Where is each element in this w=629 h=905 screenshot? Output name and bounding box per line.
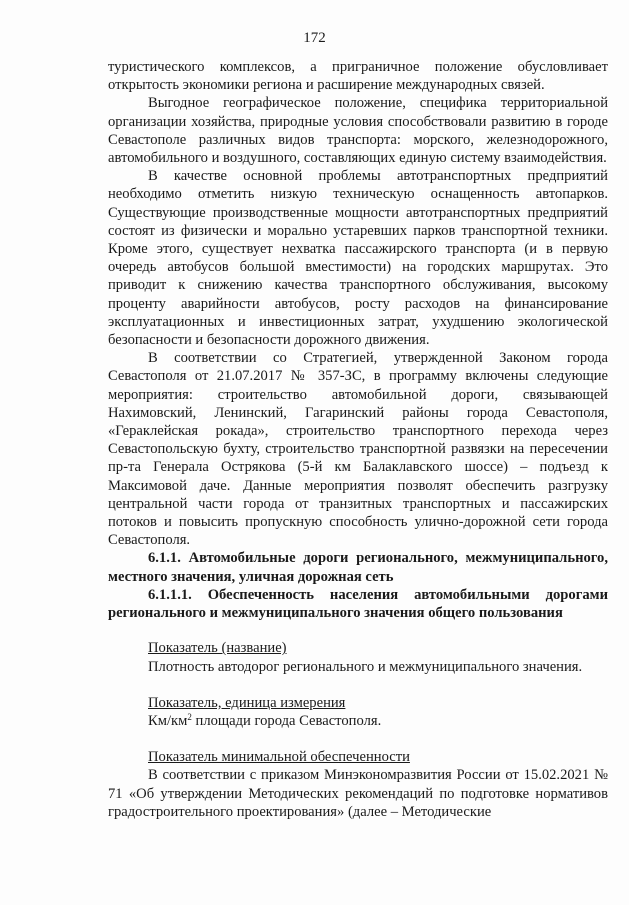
paragraph-4: В соответствии со Стратегией, утвержденной Законом города Севастополя от 21.07.2017 № 357-ЗС, в программу включены следующие мероприятия: строительство автомобильной дороги, связывающей Нахимовский, Ленинский, Гагаринский районы города Севастополя, «Гераклейская рокада», строительство транспортного перехода через Севастопольскую бухту, строительство транспортной развязки на пересечении пр-та Генерала Острякова (5-й км Балаклавского шоссе) – подъезд к Максимовой даче. Данные мероприятия позволят обеспечить разгрузку центральной части города от транзитных транспортных и пассажирских потоков и повысить пропускную способность улично-дорожной сети города Севастополя. (108, 350, 608, 549)
indicator-name-value: Плотность автодорог регионального и межмуниципального значения. (148, 658, 583, 675)
paragraph-2: Выгодное географическое положение, специфика территориальной организации хозяйства, природные условия способствовали развитию в городе Севастополе различных видов транспорта: морского, железнодорожного, автомобильного и воздушного, составляющих единую систему взаимодействия. (108, 95, 608, 167)
page-content (108, 58, 608, 821)
indicator-unit-block (108, 694, 608, 730)
section-heading-6-1-1-1: 6.1.1.1. Обеспеченность населения автомобильными дорогами регионального и межмуниципального значения общего пользования (108, 586, 608, 622)
indicator-min-text: В соответствии с приказом Минэкономразвития России от 15.02.2021 № 71 «Об утверждении Методических рекомендаций по подготовке нормативов градостроительного проектирования» (далее – Методические (108, 767, 608, 820)
indicator-unit-label: Показатель, единица измерения (148, 694, 346, 711)
indicator-min-label: Показатель минимальной обеспеченности (148, 749, 410, 766)
paragraph-1: туристического комплексов, а приграничное положение обусловливает открытость экономики региона и расширение международных связей. (108, 59, 608, 94)
unit-superscript: 2 (187, 711, 192, 722)
unit-main: Км/км (148, 712, 188, 729)
indicator-name-block (108, 639, 608, 675)
paragraph-3: В качестве основной проблемы автотранспортных предприятий необходимо отметить низкую техническую оснащенность автопарков. Существующие производственные мощности автотранспортных предприятий состоят из физически и морально устаревших парков транспортной техники. Кроме этого, существует нехватка пассажирского транспорта (и в первую очередь автобусов большой вместимости) на городских маршрутах. Это приводит к снижению качества транспортного обслуживания, высокому проценту аварийности автобусов, росту расходов на финансирование эксплуатационных и инвестиционных затрат, ухудшению экологической безопасности и безопасности дорожного движения. (108, 168, 608, 349)
indicator-name-label: Показатель (название) (148, 640, 287, 657)
indicator-min-block (108, 748, 608, 821)
page-number: 172 (303, 30, 326, 46)
unit-rest: площади города Севастополя. (191, 712, 382, 729)
section-heading-6-1-1: 6.1.1. Автомобильные дороги регионального, межмуниципального, местного значения, уличная дорожная сеть (108, 550, 608, 585)
indicator-unit-value (108, 712, 608, 730)
